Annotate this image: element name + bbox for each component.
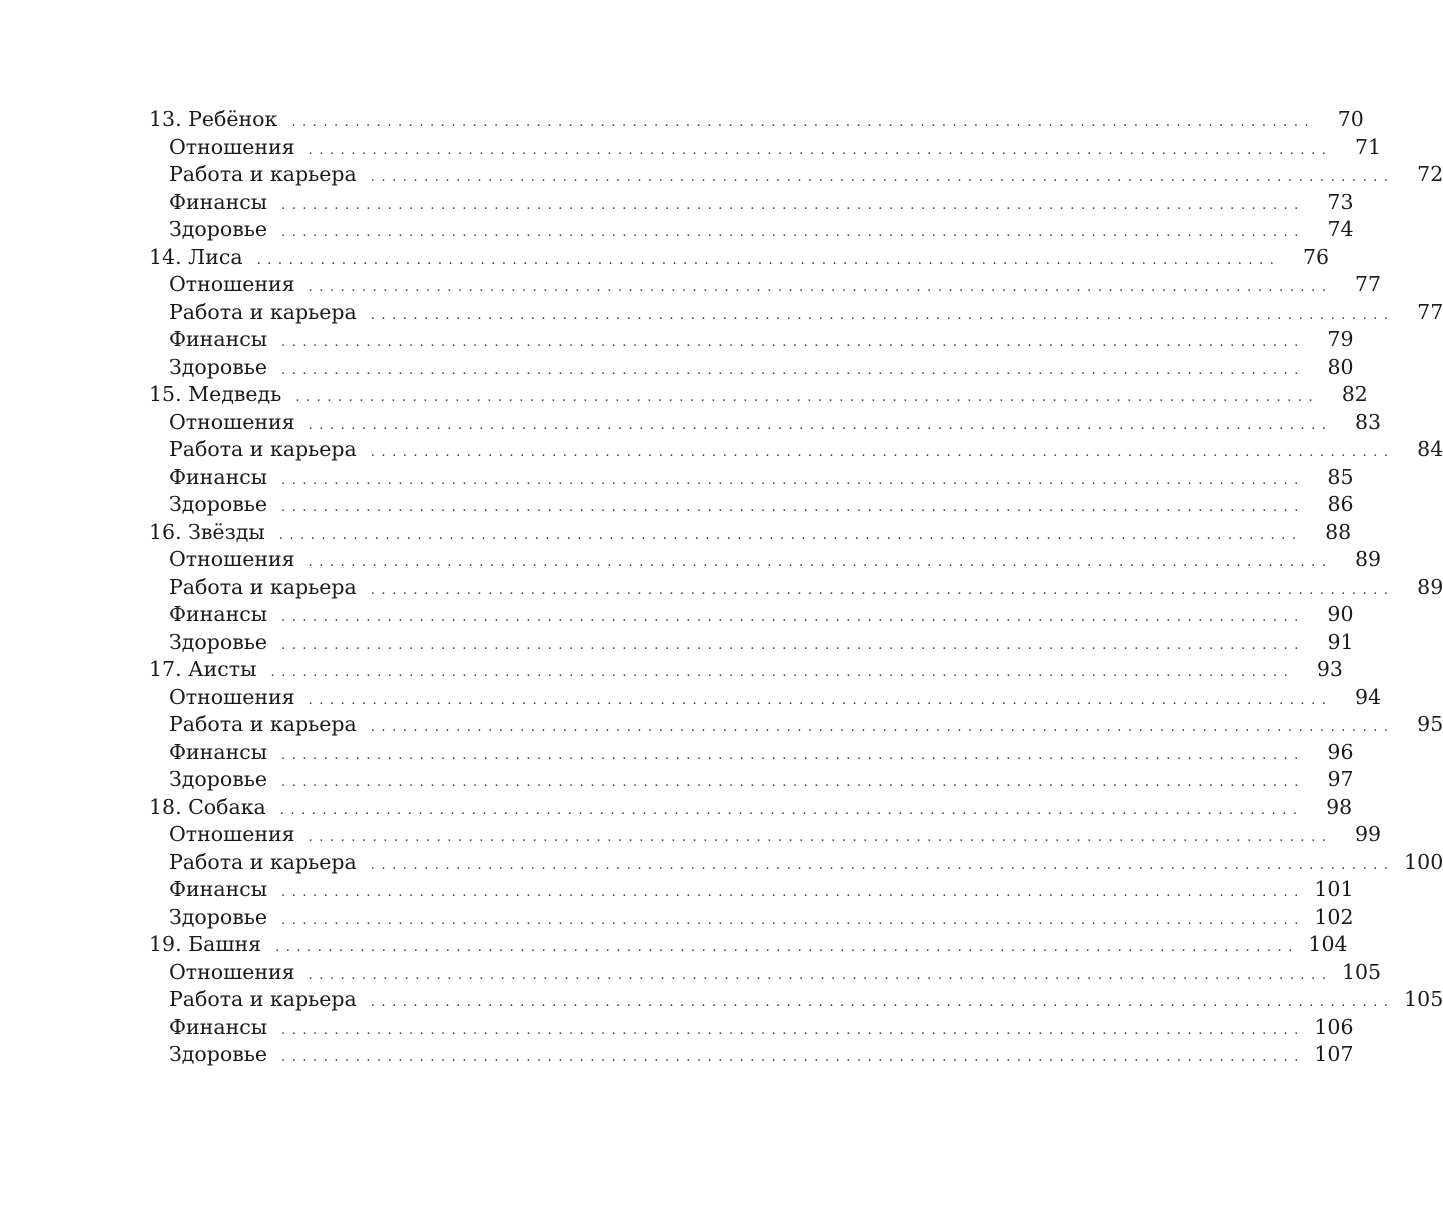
- toc-entry-title: Финансы: [169, 602, 268, 626]
- toc-page-number: 85: [1327, 464, 1354, 489]
- toc-entry-title: Отношения: [169, 547, 295, 571]
- toc-section-entry[interactable]: [149, 739, 1354, 767]
- dot-leader: . . . . . . . . . . . . . . . . . . . . . . . . . . . . . . . . . . . . . . . . . . . . . . . . . . . . . . . . . . . . . . . . . . . . . . . . . . . . . . . . . . . . . . . . . . . . . . . .: [281, 225, 1300, 240]
- dot-leader: . . . . . . . . . . . . . . . . . . . . . . . . . . . . . . . . . . . . . . . . . . . . . . . . . . . . . . . . . . . . . . . . . . . . . . . . . . . . . . . . . . . . . . . . . . . . . . . .: [281, 637, 1300, 653]
- toc-page-number: 83: [1355, 409, 1382, 434]
- table-of-contents: [149, 106, 1443, 1069]
- toc-entry-title: 15. Медведь: [149, 382, 282, 406]
- toc-section-entry[interactable]: [149, 546, 1382, 574]
- toc-page-number: 96: [1327, 739, 1354, 764]
- dot-leader: . . . . . . . . . . . . . . . . . . . . . . . . . . . . . . . . . . . . . . . . . . . . . . . . . . . . . . . . . . . . . . . . . . . . . . . . . . . . . . . . . . . . . . . . . . . . . . . .: [278, 527, 1298, 543]
- dot-leader: . . . . . . . . . . . . . . . . . . . . . . . . . . . . . . . . . . . . . . . . . . . . . . . . . . . . . . . . . . . . . . . . . . . . . . . . . . . . . . . . . . . . . . . . . . . . . . . .: [308, 692, 1328, 708]
- toc-page-number: 89: [1355, 547, 1382, 571]
- toc-page-number: 76: [1302, 244, 1330, 269]
- toc-section-entry[interactable]: [149, 189, 1354, 217]
- toc-page-number: 80: [1327, 354, 1354, 379]
- toc-page-number: 82: [1341, 382, 1368, 406]
- toc-entry-title: Работа и карьера: [169, 712, 357, 736]
- dot-leader: . . . . . . . . . . . . . . . . . . . . . . . . . . . . . . . . . . . . . . . . . . . . . . . . . . . . . . . . . . . . . . . . . . . . . . . . . . . . . . . . . . . . . . . . . . . . . . . .: [281, 912, 1300, 928]
- toc-entry-title: Финансы: [169, 189, 268, 214]
- toc-chapter-entry[interactable]: [149, 656, 1343, 684]
- toc-entry-title: Здоровье: [169, 217, 268, 241]
- toc-entry-title: Финансы: [169, 877, 268, 901]
- dot-leader: . . . . . . . . . . . . . . . . . . . . . . . . . . . . . . . . . . . . . . . . . . . . . . . . . . . . . . . . . . . . . . . . . . . . . . . . . . . . . . . . . . . . . . . . . . . . . . . .: [370, 857, 1390, 873]
- toc-chapter-entry[interactable]: [149, 794, 1353, 822]
- toc-entry-title: Работа и карьера: [169, 437, 357, 461]
- dot-leader: . . . . . . . . . . . . . . . . . . . . . . . . . . . . . . . . . . . . . . . . . . . . . . . . . . . . . . . . . . . . . . . . . . . . . . . . . . . . . . . . . . . . . . . . . . . . . . . .: [256, 252, 1276, 268]
- toc-page-number: 89: [1417, 574, 1443, 599]
- dot-leader: . . . . . . . . . . . . . . . . . . . . . . . . . . . . . . . . . . . . . . . . . . . . . . . . . . . . . . . . . . . . . . . . . . . . . . . . . . . . . . . . . . . . . . . . . . . . . . . .: [295, 390, 1314, 405]
- toc-section-entry[interactable]: [149, 876, 1354, 904]
- toc-section-entry[interactable]: [149, 986, 1443, 1014]
- toc-entry-title: Здоровье: [169, 904, 268, 929]
- toc-page-number: 72: [1417, 162, 1443, 186]
- toc-entry-title: Работа и карьера: [169, 987, 357, 1011]
- toc-section-entry[interactable]: [149, 161, 1443, 189]
- dot-leader: . . . . . . . . . . . . . . . . . . . . . . . . . . . . . . . . . . . . . . . . . . . . . . . . . . . . . . . . . . . . . . . . . . . . . . . . . . . . . . . . . . . . . . . . . . . . . . . .: [279, 802, 1299, 818]
- dot-leader: . . . . . . . . . . . . . . . . . . . . . . . . . . . . . . . . . . . . . . . . . . . . . . . . . . . . . . . . . . . . . . . . . . . . . . . . . . . . . . . . . . . . . . . . . . . . . . . .: [370, 582, 1390, 598]
- toc-section-entry[interactable]: [149, 409, 1382, 437]
- toc-entry-title: 14. Лиса: [149, 244, 243, 269]
- toc-page-number: 91: [1327, 629, 1354, 654]
- toc-page-number: 77: [1355, 272, 1382, 296]
- toc-entry-title: Финансы: [169, 739, 268, 764]
- toc-entry-title: 16. Звёзды: [149, 519, 265, 544]
- dot-leader: . . . . . . . . . . . . . . . . . . . . . . . . . . . . . . . . . . . . . . . . . . . . . . . . . . . . . . . . . . . . . . . . . . . . . . . . . . . . . . . . . . . . . . . . . . . . . . . .: [308, 142, 1328, 158]
- toc-entry-title: Финансы: [169, 327, 268, 351]
- toc-chapter-entry[interactable]: [149, 244, 1330, 272]
- toc-entry-title: Здоровье: [169, 492, 268, 516]
- toc-section-entry[interactable]: [149, 326, 1354, 354]
- toc-entry-title: Здоровье: [169, 767, 268, 791]
- dot-leader: . . . . . . . . . . . . . . . . . . . . . . . . . . . . . . . . . . . . . . . . . . . . . . . . . . . . . . . . . . . . . . . . . . . . . . . . . . . . . . . . . . . . . . . . . . . . . . . .: [281, 1022, 1300, 1038]
- toc-section-entry[interactable]: [149, 216, 1354, 244]
- toc-section-entry[interactable]: [149, 436, 1443, 464]
- toc-section-entry[interactable]: [149, 1014, 1354, 1042]
- toc-entry-title: Отношения: [169, 822, 295, 846]
- toc-section-entry[interactable]: [149, 684, 1382, 712]
- toc-entry-title: Работа и карьера: [169, 162, 357, 186]
- toc-section-entry[interactable]: [149, 629, 1354, 657]
- toc-section-entry[interactable]: [149, 1041, 1354, 1069]
- dot-leader: . . . . . . . . . . . . . . . . . . . . . . . . . . . . . . . . . . . . . . . . . . . . . . . . . . . . . . . . . . . . . . . . . . . . . . . . . . . . . . . . . . . . . . . . . . . . . . . .: [308, 417, 1328, 433]
- toc-entry-title: Здоровье: [169, 1042, 268, 1066]
- dot-leader: . . . . . . . . . . . . . . . . . . . . . . . . . . . . . . . . . . . . . . . . . . . . . . . . . . . . . . . . . . . . . . . . . . . . . . . . . . . . . . . . . . . . . . . . . . . . . . . .: [370, 995, 1390, 1010]
- toc-section-entry[interactable]: [149, 821, 1382, 849]
- toc-page-number: 84: [1417, 437, 1443, 461]
- toc-page-number: 99: [1355, 822, 1382, 846]
- toc-entry-title: Здоровье: [169, 354, 268, 379]
- toc-page-number: 105: [1404, 987, 1443, 1011]
- toc-chapter-entry[interactable]: [149, 519, 1352, 547]
- toc-page-number: 79: [1327, 327, 1354, 351]
- toc-entry-title: 17. Аисты: [149, 657, 257, 681]
- toc-page-number: 70: [1337, 107, 1364, 131]
- toc-page-number: 98: [1326, 794, 1353, 819]
- dot-leader: . . . . . . . . . . . . . . . . . . . . . . . . . . . . . . . . . . . . . . . . . . . . . . . . . . . . . . . . . . . . . . . . . . . . . . . . . . . . . . . . . . . . . . . . . . . . . . . .: [281, 885, 1300, 900]
- dot-leader: . . . . . . . . . . . . . . . . . . . . . . . . . . . . . . . . . . . . . . . . . . . . . . . . . . . . . . . . . . . . . . . . . . . . . . . . . . . . . . . . . . . . . . . . . . . . . . . .: [281, 197, 1300, 213]
- dot-leader: . . . . . . . . . . . . . . . . . . . . . . . . . . . . . . . . . . . . . . . . . . . . . . . . . . . . . . . . . . . . . . . . . . . . . . . . . . . . . . . . . . . . . . . . . . . . . . . .: [281, 1050, 1300, 1065]
- toc-page-number: 93: [1316, 657, 1343, 681]
- dot-leader: . . . . . . . . . . . . . . . . . . . . . . . . . . . . . . . . . . . . . . . . . . . . . . . . . . . . . . . . . . . . . . . . . . . . . . . . . . . . . . . . . . . . . . . . . . . . . . . .: [281, 610, 1300, 625]
- toc-section-entry[interactable]: [149, 849, 1443, 877]
- dot-leader: . . . . . . . . . . . . . . . . . . . . . . . . . . . . . . . . . . . . . . . . . . . . . . . . . . . . . . . . . . . . . . . . . . . . . . . . . . . . . . . . . . . . . . . . . . . . . . . .: [281, 747, 1300, 763]
- toc-page-number: 77: [1417, 299, 1443, 324]
- toc-page-number: 86: [1327, 492, 1354, 516]
- dot-leader: . . . . . . . . . . . . . . . . . . . . . . . . . . . . . . . . . . . . . . . . . . . . . . . . . . . . . . . . . . . . . . . . . . . . . . . . . . . . . . . . . . . . . . . . . . . . . . . .: [281, 335, 1300, 350]
- toc-page-number: 102: [1314, 904, 1354, 929]
- toc-entry-title: Отношения: [169, 134, 295, 159]
- toc-chapter-entry[interactable]: [149, 931, 1348, 959]
- toc-entry-title: Работа и карьера: [169, 574, 357, 599]
- toc-page-number: 73: [1327, 189, 1354, 214]
- toc-entry-title: Работа и карьера: [169, 849, 357, 874]
- toc-entry-title: Отношения: [169, 684, 295, 709]
- dot-leader: . . . . . . . . . . . . . . . . . . . . . . . . . . . . . . . . . . . . . . . . . . . . . . . . . . . . . . . . . . . . . . . . . . . . . . . . . . . . . . . . . . . . . . . . . . . . . . . .: [281, 362, 1300, 378]
- toc-page-number: 97: [1327, 767, 1354, 791]
- toc-section-entry[interactable]: [149, 959, 1382, 987]
- toc-chapter-entry[interactable]: [149, 381, 1368, 409]
- dot-leader: . . . . . . . . . . . . . . . . . . . . . . . . . . . . . . . . . . . . . . . . . . . . . . . . . . . . . . . . . . . . . . . . . . . . . . . . . . . . . . . . . . . . . . . . . . . . . . . .: [281, 472, 1300, 488]
- dot-leader: . . . . . . . . . . . . . . . . . . . . . . . . . . . . . . . . . . . . . . . . . . . . . . . . . . . . . . . . . . . . . . . . . . . . . . . . . . . . . . . . . . . . . . . . . . . . . . . .: [270, 665, 1289, 680]
- dot-leader: . . . . . . . . . . . . . . . . . . . . . . . . . . . . . . . . . . . . . . . . . . . . . . . . . . . . . . . . . . . . . . . . . . . . . . . . . . . . . . . . . . . . . . . . . . . . . . . .: [308, 830, 1328, 845]
- toc-section-entry[interactable]: [149, 574, 1443, 602]
- toc-entry-title: Отношения: [169, 272, 295, 296]
- dot-leader: . . . . . . . . . . . . . . . . . . . . . . . . . . . . . . . . . . . . . . . . . . . . . . . . . . . . . . . . . . . . . . . . . . . . . . . . . . . . . . . . . . . . . . . . . . . . . . . .: [370, 307, 1390, 323]
- dot-leader: . . . . . . . . . . . . . . . . . . . . . . . . . . . . . . . . . . . . . . . . . . . . . . . . . . . . . . . . . . . . . . . . . . . . . . . . . . . . . . . . . . . . . . . . . . . . . . . .: [281, 775, 1300, 790]
- dot-leader: . . . . . . . . . . . . . . . . . . . . . . . . . . . . . . . . . . . . . . . . . . . . . . . . . . . . . . . . . . . . . . . . . . . . . . . . . . . . . . . . . . . . . . . . . . . . . . . .: [308, 967, 1328, 983]
- dot-leader: . . . . . . . . . . . . . . . . . . . . . . . . . . . . . . . . . . . . . . . . . . . . . . . . . . . . . . . . . . . . . . . . . . . . . . . . . . . . . . . . . . . . . . . . . . . . . . . .: [370, 445, 1390, 460]
- toc-entry-title: Финансы: [169, 464, 268, 489]
- toc-entry-title: 13. Ребёнок: [149, 107, 278, 131]
- toc-page-number: 71: [1355, 134, 1382, 159]
- dot-leader: . . . . . . . . . . . . . . . . . . . . . . . . . . . . . . . . . . . . . . . . . . . . . . . . . . . . . . . . . . . . . . . . . . . . . . . . . . . . . . . . . . . . . . . . . . . . . . . .: [370, 170, 1390, 185]
- toc-section-entry[interactable]: [149, 601, 1354, 629]
- toc-section-entry[interactable]: [149, 134, 1382, 162]
- toc-page-number: 106: [1314, 1014, 1354, 1039]
- toc-entry-title: 19. Башня: [149, 932, 262, 956]
- toc-entry-title: Отношения: [169, 409, 295, 434]
- toc-page-number: 104: [1308, 932, 1348, 956]
- toc-section-entry[interactable]: [149, 299, 1443, 327]
- dot-leader: . . . . . . . . . . . . . . . . . . . . . . . . . . . . . . . . . . . . . . . . . . . . . . . . . . . . . . . . . . . . . . . . . . . . . . . . . . . . . . . . . . . . . . . . . . . . . . . .: [275, 940, 1294, 955]
- dot-leader: . . . . . . . . . . . . . . . . . . . . . . . . . . . . . . . . . . . . . . . . . . . . . . . . . . . . . . . . . . . . . . . . . . . . . . . . . . . . . . . . . . . . . . . . . . . . . . . .: [308, 280, 1328, 295]
- toc-entry-title: 18. Собака: [149, 794, 266, 819]
- toc-section-entry[interactable]: [149, 354, 1354, 382]
- toc-page-number: 94: [1355, 684, 1382, 709]
- toc-entry-title: Здоровье: [169, 629, 268, 654]
- toc-entry-title: Финансы: [169, 1014, 268, 1039]
- toc-entry-title: Работа и карьера: [169, 299, 357, 324]
- toc-entry-title: Отношения: [169, 959, 295, 984]
- toc-page-number: 105: [1341, 959, 1382, 984]
- toc-page-number: 107: [1314, 1042, 1354, 1066]
- toc-section-entry[interactable]: [149, 711, 1443, 739]
- dot-leader: . . . . . . . . . . . . . . . . . . . . . . . . . . . . . . . . . . . . . . . . . . . . . . . . . . . . . . . . . . . . . . . . . . . . . . . . . . . . . . . . . . . . . . . . . . . . . . . .: [370, 720, 1390, 735]
- toc-page-number: 88: [1325, 519, 1352, 544]
- toc-section-entry[interactable]: [149, 904, 1354, 932]
- toc-section-entry[interactable]: [149, 491, 1354, 519]
- dot-leader: . . . . . . . . . . . . . . . . . . . . . . . . . . . . . . . . . . . . . . . . . . . . . . . . . . . . . . . . . . . . . . . . . . . . . . . . . . . . . . . . . . . . . . . . . . . . . . . .: [281, 500, 1300, 515]
- toc-page-number: 100: [1404, 849, 1443, 874]
- dot-leader: . . . . . . . . . . . . . . . . . . . . . . . . . . . . . . . . . . . . . . . . . . . . . . . . . . . . . . . . . . . . . . . . . . . . . . . . . . . . . . . . . . . . . . . . . . . . . . . .: [291, 115, 1310, 130]
- toc-page-number: 95: [1417, 712, 1443, 736]
- toc-page-number: 101: [1314, 877, 1354, 901]
- toc-section-entry[interactable]: [149, 271, 1382, 299]
- toc-section-entry[interactable]: [149, 766, 1354, 794]
- toc-page-number: 90: [1327, 602, 1354, 626]
- toc-chapter-entry[interactable]: [149, 106, 1364, 134]
- toc-section-entry[interactable]: [149, 464, 1354, 492]
- toc-page-number: 74: [1327, 217, 1354, 241]
- dot-leader: . . . . . . . . . . . . . . . . . . . . . . . . . . . . . . . . . . . . . . . . . . . . . . . . . . . . . . . . . . . . . . . . . . . . . . . . . . . . . . . . . . . . . . . . . . . . . . . .: [308, 555, 1328, 570]
